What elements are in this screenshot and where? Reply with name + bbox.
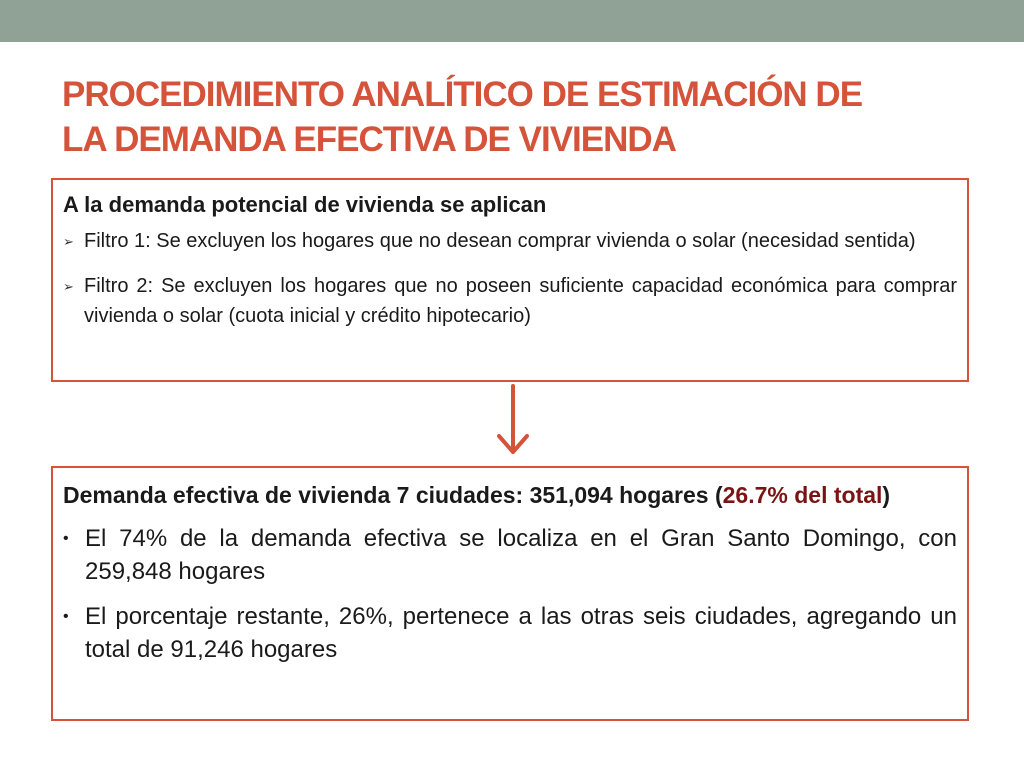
dot-bullet-icon: • bbox=[63, 530, 69, 547]
filters-box bbox=[51, 178, 969, 382]
slide-title-line-2: LA DEMANDA EFECTIVA DE VIVIENDA bbox=[62, 120, 676, 159]
slide-title-line-1: PROCEDIMIENTO ANALÍTICO DE ESTIMACIÓN DE bbox=[62, 75, 863, 114]
down-arrow-icon bbox=[496, 384, 530, 456]
filter-item-2-text: Filtro 2: Se excluyen los hogares que no poseen suficiente capacidad económica para comprar vivienda o solar (cuota inicial y crédito hipotecario) bbox=[84, 275, 957, 327]
filter-item-1 bbox=[63, 226, 957, 257]
demand-item-2 bbox=[63, 600, 957, 666]
arrowhead-bullet-icon: ➢ bbox=[63, 234, 74, 249]
arrowhead-bullet-icon: ➢ bbox=[63, 279, 74, 294]
heading-highlight: 26.7% del total bbox=[722, 482, 883, 508]
filter-item-2 bbox=[63, 271, 957, 331]
heading-prefix: Demanda efectiva de vivienda 7 ciudades: 351,094 hogares ( bbox=[63, 482, 723, 508]
slide-title bbox=[62, 72, 982, 162]
filter-item-1-text: Filtro 1: Se excluyen los hogares que no desean comprar vivienda o solar (necesidad sentida) bbox=[84, 230, 916, 252]
demand-item-1 bbox=[63, 522, 957, 588]
demand-item-2-text: El porcentaje restante, 26%, pertenece a las otras seis ciudades, agregando un total de 91,246 hogares bbox=[85, 603, 957, 663]
top-band bbox=[0, 0, 1024, 42]
filters-heading: A la demanda potencial de vivienda se aplican bbox=[63, 192, 547, 217]
dot-bullet-icon: • bbox=[63, 608, 69, 625]
heading-suffix: ) bbox=[882, 482, 891, 508]
demand-item-1-text: El 74% de la demanda efectiva se localiza en el Gran Santo Domingo, con 259,848 hogares bbox=[85, 525, 957, 585]
effective-demand-heading bbox=[63, 478, 957, 512]
effective-demand-box bbox=[51, 466, 969, 721]
